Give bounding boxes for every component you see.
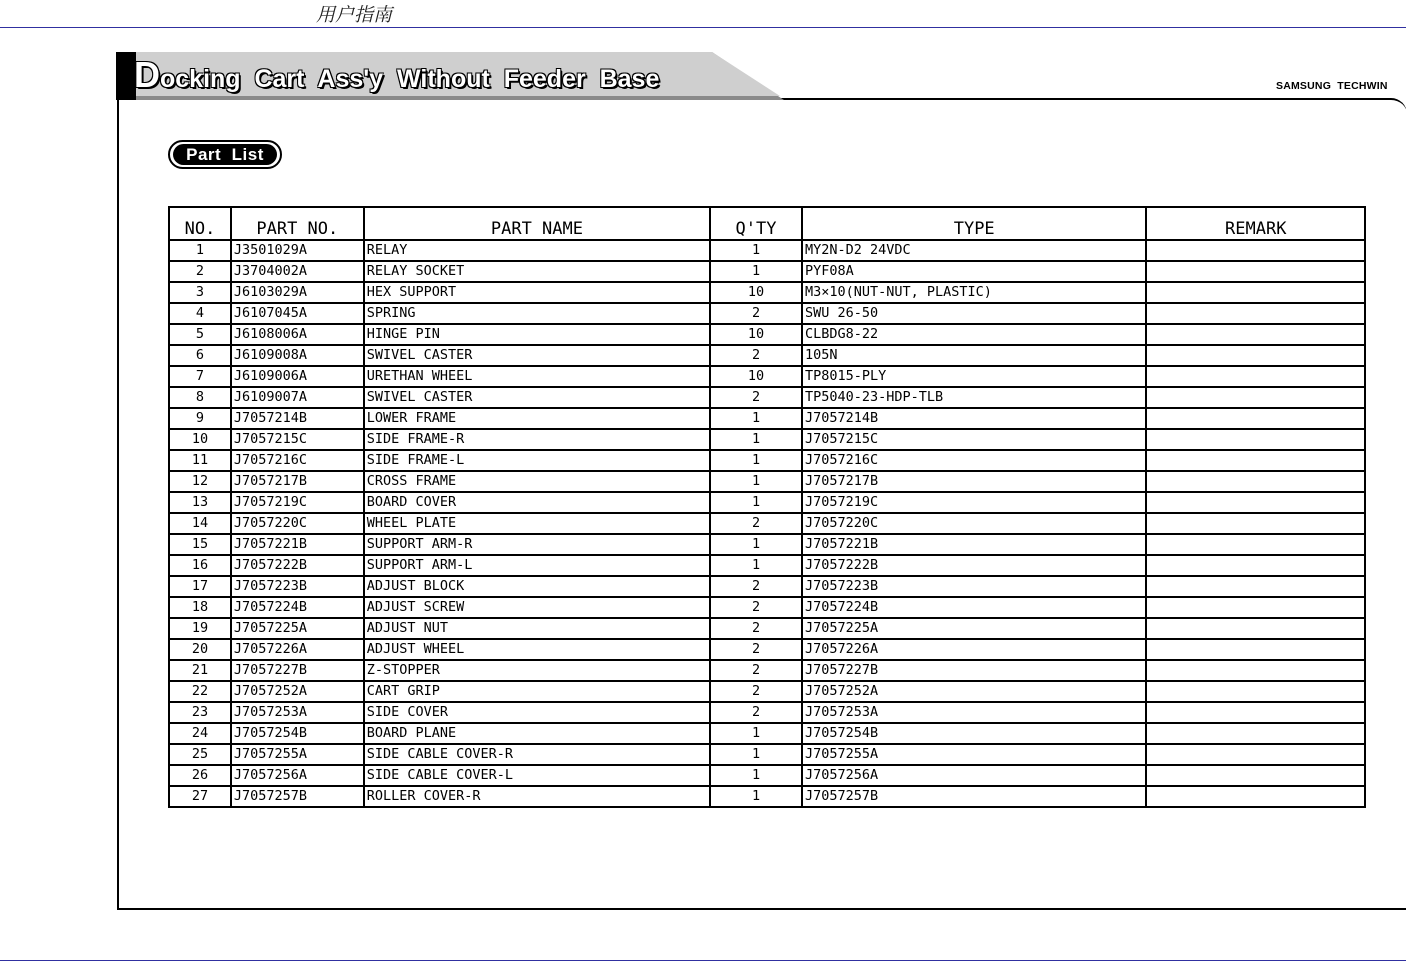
cell-qty: 2 <box>710 345 802 366</box>
cell-type: SWU 26-50 <box>802 303 1147 324</box>
cell-part-no: J7057254B <box>231 723 364 744</box>
cell-no: 20 <box>169 639 231 660</box>
cell-part-no: J7057257B <box>231 786 364 807</box>
guide-title: 用户指南 <box>316 4 393 26</box>
cell-qty: 2 <box>710 618 802 639</box>
cell-remark <box>1146 450 1365 471</box>
cell-no: 5 <box>169 324 231 345</box>
cell-no: 6 <box>169 345 231 366</box>
cell-part-name: SIDE FRAME-R <box>364 429 710 450</box>
cell-part-name: ROLLER COVER-R <box>364 786 710 807</box>
cell-no: 8 <box>169 387 231 408</box>
cell-remark <box>1146 282 1365 303</box>
table-row <box>169 576 1365 597</box>
table-row <box>169 450 1365 471</box>
cell-qty: 2 <box>710 660 802 681</box>
table-row <box>169 345 1365 366</box>
cell-part-no: J6109008A <box>231 345 364 366</box>
cell-no: 4 <box>169 303 231 324</box>
cell-no: 2 <box>169 261 231 282</box>
cell-part-name: ADJUST NUT <box>364 618 710 639</box>
table-row <box>169 387 1365 408</box>
cell-qty: 1 <box>710 429 802 450</box>
brand-name: SAMSUNG TECHWIN <box>1276 80 1388 92</box>
cell-remark <box>1146 576 1365 597</box>
cell-type: J7057224B <box>802 597 1147 618</box>
cell-qty: 2 <box>710 702 802 723</box>
cell-type: CLBDG8-22 <box>802 324 1147 345</box>
cell-qty: 10 <box>710 282 802 303</box>
cell-qty: 10 <box>710 324 802 345</box>
cell-type: J7057215C <box>802 429 1147 450</box>
cell-qty: 1 <box>710 450 802 471</box>
cell-remark <box>1146 408 1365 429</box>
table-row <box>169 534 1365 555</box>
table-row <box>169 765 1365 786</box>
cell-type: J7057217B <box>802 471 1147 492</box>
cell-remark <box>1146 429 1365 450</box>
table-row <box>169 324 1365 345</box>
cell-qty: 1 <box>710 765 802 786</box>
cell-type: J7057255A <box>802 744 1147 765</box>
cell-qty: 2 <box>710 303 802 324</box>
cell-part-no: J7057222B <box>231 555 364 576</box>
cell-type: J7057257B <box>802 786 1147 807</box>
cell-qty: 1 <box>710 492 802 513</box>
cell-type: J7057226A <box>802 639 1147 660</box>
cell-qty: 1 <box>710 744 802 765</box>
cell-no: 15 <box>169 534 231 555</box>
table-row <box>169 282 1365 303</box>
cell-remark <box>1146 639 1365 660</box>
cell-part-no: J7057215C <box>231 429 364 450</box>
cell-qty: 1 <box>710 471 802 492</box>
cell-part-no: J7057216C <box>231 450 364 471</box>
cell-part-no: J7057226A <box>231 639 364 660</box>
cell-part-no: J6108006A <box>231 324 364 345</box>
cell-type: PYF08A <box>802 261 1147 282</box>
cell-remark <box>1146 324 1365 345</box>
cell-qty: 1 <box>710 240 802 261</box>
table-row <box>169 681 1365 702</box>
cell-qty: 2 <box>710 387 802 408</box>
cell-qty: 2 <box>710 639 802 660</box>
cell-remark <box>1146 702 1365 723</box>
cell-no: 27 <box>169 786 231 807</box>
cell-part-name: SWIVEL CASTER <box>364 345 710 366</box>
cell-type: J7057219C <box>802 492 1147 513</box>
cell-no: 23 <box>169 702 231 723</box>
cell-part-name: SIDE FRAME-L <box>364 450 710 471</box>
cell-part-name: SUPPORT ARM-R <box>364 534 710 555</box>
cell-part-name: ADJUST BLOCK <box>364 576 710 597</box>
cell-qty: 1 <box>710 555 802 576</box>
title-rest: ocking Cart Ass'y Without Feeder Base <box>160 65 660 93</box>
cell-type: J7057225A <box>802 618 1147 639</box>
cell-remark <box>1146 660 1365 681</box>
cell-part-name: SIDE COVER <box>364 702 710 723</box>
cell-qty: 1 <box>710 534 802 555</box>
cell-type: J7057221B <box>802 534 1147 555</box>
cell-type: TP5040-23-HDP-TLB <box>802 387 1147 408</box>
cell-part-name: HEX SUPPORT <box>364 282 710 303</box>
cell-part-name: BOARD COVER <box>364 492 710 513</box>
cell-no: 11 <box>169 450 231 471</box>
table-row <box>169 471 1365 492</box>
title-banner <box>116 52 784 100</box>
column-header-part-no: PART NO. <box>231 207 364 240</box>
cell-remark <box>1146 366 1365 387</box>
cell-qty: 1 <box>710 261 802 282</box>
table-row <box>169 618 1365 639</box>
cell-part-no: J7057221B <box>231 534 364 555</box>
cell-no: 16 <box>169 555 231 576</box>
cell-part-no: J7057253A <box>231 702 364 723</box>
cell-no: 26 <box>169 765 231 786</box>
cell-remark <box>1146 744 1365 765</box>
cell-no: 22 <box>169 681 231 702</box>
cell-remark <box>1146 261 1365 282</box>
cell-no: 21 <box>169 660 231 681</box>
cell-remark <box>1146 471 1365 492</box>
cell-type: J7057252A <box>802 681 1147 702</box>
table-row <box>169 492 1365 513</box>
table-row <box>169 723 1365 744</box>
cell-type: TP8015-PLY <box>802 366 1147 387</box>
table-row <box>169 429 1365 450</box>
cell-part-no: J7057223B <box>231 576 364 597</box>
cell-type: J7057220C <box>802 513 1147 534</box>
cell-no: 18 <box>169 597 231 618</box>
cell-remark <box>1146 345 1365 366</box>
cell-qty: 10 <box>710 366 802 387</box>
table-body <box>169 240 1365 807</box>
part-list-label: Part List <box>173 144 277 165</box>
cell-part-no: J7057219C <box>231 492 364 513</box>
cell-type: J7057254B <box>802 723 1147 744</box>
banner-edge <box>116 52 136 100</box>
title-initial: D <box>134 54 160 95</box>
cell-qty: 1 <box>710 786 802 807</box>
cell-remark <box>1146 513 1365 534</box>
cell-part-name: SIDE CABLE COVER-R <box>364 744 710 765</box>
table-row <box>169 597 1365 618</box>
cell-type: 105N <box>802 345 1147 366</box>
cell-no: 1 <box>169 240 231 261</box>
cell-part-no: J3501029A <box>231 240 364 261</box>
cell-part-name: RELAY <box>364 240 710 261</box>
table-row <box>169 702 1365 723</box>
column-header-qty: Q'TY <box>710 207 802 240</box>
cell-type: J7057214B <box>802 408 1147 429</box>
cell-part-no: J7057220C <box>231 513 364 534</box>
cell-part-name: Z-STOPPER <box>364 660 710 681</box>
parts-table <box>168 206 1366 808</box>
column-header-type: TYPE <box>802 207 1147 240</box>
cell-remark <box>1146 555 1365 576</box>
cell-no: 3 <box>169 282 231 303</box>
cell-type: M3×10(NUT-NUT, PLASTIC) <box>802 282 1147 303</box>
cell-part-no: J3704002A <box>231 261 364 282</box>
cell-part-name: CROSS FRAME <box>364 471 710 492</box>
cell-remark <box>1146 786 1365 807</box>
table-row <box>169 513 1365 534</box>
column-header-no: NO. <box>169 207 231 240</box>
cell-part-no: J7057214B <box>231 408 364 429</box>
cell-part-name: SWIVEL CASTER <box>364 387 710 408</box>
cell-remark <box>1146 492 1365 513</box>
cell-part-no: J7057255A <box>231 744 364 765</box>
cell-part-name: ADJUST WHEEL <box>364 639 710 660</box>
cell-part-no: J7057256A <box>231 765 364 786</box>
cell-part-name: CART GRIP <box>364 681 710 702</box>
part-list-badge <box>168 140 282 169</box>
cell-qty: 2 <box>710 513 802 534</box>
cell-remark <box>1146 618 1365 639</box>
top-rule <box>0 27 1406 28</box>
table-row <box>169 744 1365 765</box>
cell-part-no: J7057225A <box>231 618 364 639</box>
column-header-remark: REMARK <box>1146 207 1365 240</box>
cell-type: J7057216C <box>802 450 1147 471</box>
table-row <box>169 660 1365 681</box>
cell-no: 12 <box>169 471 231 492</box>
cell-no: 9 <box>169 408 231 429</box>
cell-type: J7057256A <box>802 765 1147 786</box>
cell-type: J7057222B <box>802 555 1147 576</box>
cell-remark <box>1146 303 1365 324</box>
table-row <box>169 366 1365 387</box>
cell-no: 10 <box>169 429 231 450</box>
cell-remark <box>1146 597 1365 618</box>
cell-qty: 2 <box>710 576 802 597</box>
cell-remark <box>1146 240 1365 261</box>
cell-part-no: J6103029A <box>231 282 364 303</box>
cell-type: J7057223B <box>802 576 1147 597</box>
cell-part-no: J7057224B <box>231 597 364 618</box>
cell-qty: 1 <box>710 723 802 744</box>
cell-qty: 2 <box>710 681 802 702</box>
cell-part-name: WHEEL PLATE <box>364 513 710 534</box>
cell-part-name: URETHAN WHEEL <box>364 366 710 387</box>
cell-no: 13 <box>169 492 231 513</box>
table-row <box>169 303 1365 324</box>
cell-part-no: J7057252A <box>231 681 364 702</box>
cell-remark <box>1146 681 1365 702</box>
table-row <box>169 261 1365 282</box>
cell-remark <box>1146 765 1365 786</box>
cell-remark <box>1146 723 1365 744</box>
cell-qty: 2 <box>710 597 802 618</box>
table-row <box>169 555 1365 576</box>
table-row <box>169 408 1365 429</box>
cell-part-no: J6107045A <box>231 303 364 324</box>
cell-part-no: J7057227B <box>231 660 364 681</box>
cell-part-no: J6109007A <box>231 387 364 408</box>
cell-type: J7057253A <box>802 702 1147 723</box>
cell-remark <box>1146 387 1365 408</box>
cell-part-no: J7057217B <box>231 471 364 492</box>
column-header-part-name: PART NAME <box>364 207 710 240</box>
table-header-row <box>169 207 1365 240</box>
document-title <box>134 54 660 95</box>
cell-qty: 1 <box>710 408 802 429</box>
cell-part-no: J6109006A <box>231 366 364 387</box>
cell-part-name: RELAY SOCKET <box>364 261 710 282</box>
cell-type: J7057227B <box>802 660 1147 681</box>
cell-type: MY2N-D2 24VDC <box>802 240 1147 261</box>
cell-part-name: SIDE CABLE COVER-L <box>364 765 710 786</box>
cell-part-name: BOARD PLANE <box>364 723 710 744</box>
cell-no: 7 <box>169 366 231 387</box>
cell-part-name: SPRING <box>364 303 710 324</box>
cell-part-name: SUPPORT ARM-L <box>364 555 710 576</box>
cell-no: 25 <box>169 744 231 765</box>
cell-part-name: ADJUST SCREW <box>364 597 710 618</box>
cell-remark <box>1146 534 1365 555</box>
table-row <box>169 639 1365 660</box>
table-row <box>169 786 1365 807</box>
cell-part-name: HINGE PIN <box>364 324 710 345</box>
cell-no: 17 <box>169 576 231 597</box>
cell-no: 24 <box>169 723 231 744</box>
table-row <box>169 240 1365 261</box>
cell-no: 14 <box>169 513 231 534</box>
cell-no: 19 <box>169 618 231 639</box>
cell-part-name: LOWER FRAME <box>364 408 710 429</box>
